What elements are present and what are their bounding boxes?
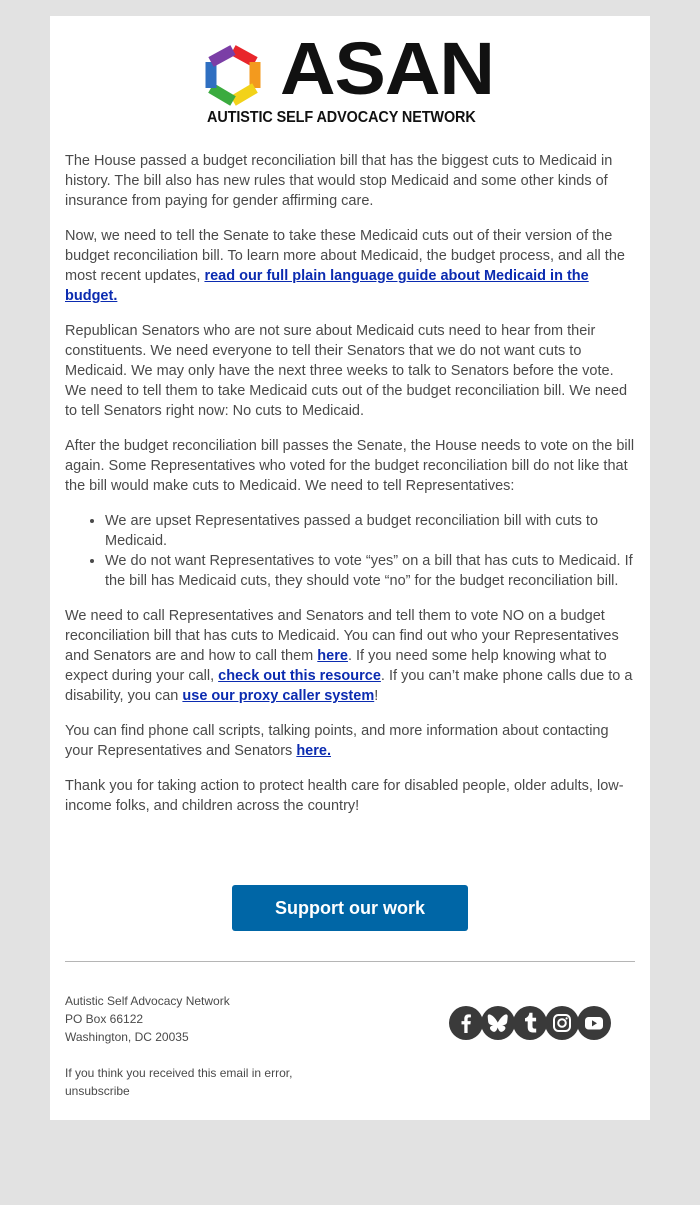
paragraph-intro: The House passed a budget reconciliation bill that has the biggest cuts to Medicaid in history. The bill also has new rules that would stop Medicaid and some other kinds of insurance from paying for gender affirming care. bbox=[65, 153, 613, 209]
tumblr-icon[interactable] bbox=[513, 1006, 547, 1040]
footer-org-name: Autistic Self Advocacy Network bbox=[65, 994, 230, 1008]
scripts-text: You can find phone call scripts, talking points, and more information about contacting your Representatives and Senators bbox=[65, 723, 609, 759]
logo-tagline: AUTISTIC SELF ADVOCACY NETWORK bbox=[207, 109, 476, 126]
paragraph-call-to-action bbox=[65, 606, 637, 706]
footer-po-box: PO Box 66122 bbox=[65, 1012, 144, 1026]
paragraph-republican-senators: Republican Senators who are not sure about Medicaid cuts need to hear from their constituents. We need everyone to tell their Senators that we do not want cuts to Medicaid. We may only have the next three weeks to talk to Senators before the vote. We need to tell them to take Medicaid cuts out of the budget reconciliation bill. We need to tell Senators right now: No cuts to Medicaid. bbox=[65, 323, 628, 419]
call-text-a: We need to call Representatives and Senators and tell them to vote NO on a budget reconciliation bill that has cuts to Medicaid. You can find out who your Representatives and Senators are and how to call them bbox=[65, 608, 619, 664]
bluesky-icon[interactable] bbox=[481, 1006, 515, 1040]
list-item: • We are upset Representatives passed a budget reconciliation bill with cuts to Medicaid. bbox=[105, 511, 637, 551]
call-resource-link[interactable]: check out this resource bbox=[218, 668, 381, 684]
medicaid-guide-link[interactable]: read our full plain language guide about Medicaid in the budget. bbox=[65, 268, 589, 304]
paragraph-thanks: Thank you for taking action to protect health care for disabled people, older adults, low-income folks, and children across the country! bbox=[65, 778, 624, 814]
call-text-b: . If you need some help knowing what to expect during your call, bbox=[65, 648, 607, 684]
call-text-d: ! bbox=[374, 688, 379, 704]
paragraph-house-vote: After the budget reconciliation bill passes the Senate, the House needs to vote on the bill again. Some Representatives who voted for the budget reconciliation bill do not like that the bill would make cuts to Medicaid. We need to tell Representatives: bbox=[65, 438, 635, 494]
paragraph-scripts bbox=[65, 721, 637, 761]
unsubscribe-link[interactable]: unsubscribe bbox=[65, 1084, 130, 1098]
footer-unsubscribe-note bbox=[65, 1064, 325, 1100]
representatives-message-list bbox=[65, 511, 637, 591]
list-item: • We do not want Representatives to vote “yes” on a bill that has cuts to Medicaid. If the bill has Medicaid cuts, they should vote “no” for the budget reconciliation bill. bbox=[105, 551, 637, 591]
rainbow-hexagon-logo-icon bbox=[200, 43, 266, 109]
scripts-link[interactable]: here. bbox=[296, 743, 331, 759]
footer-city: Washington, DC 20035 bbox=[65, 1030, 189, 1044]
youtube-icon[interactable] bbox=[577, 1006, 611, 1040]
footer-divider bbox=[65, 961, 635, 962]
email-card bbox=[50, 16, 650, 1120]
support-our-work-button[interactable]: Support our work bbox=[232, 885, 468, 931]
call-text-c: . If you can’t make phone calls due to a disability, you can bbox=[65, 668, 633, 704]
footer-error-note: If you think you received this email in error, bbox=[65, 1066, 293, 1080]
paragraph-senate-text: Now, we need to tell the Senate to take these Medicaid cuts out of their version of the budget reconciliation bill. To learn more about Medicaid, the budget process, and all the most recent updates, bbox=[65, 228, 625, 284]
find-representatives-link[interactable]: here bbox=[317, 648, 348, 664]
footer-address bbox=[65, 992, 230, 1046]
paragraph-senate bbox=[65, 226, 637, 306]
asan-logo[interactable] bbox=[200, 27, 500, 130]
logo-wordmark: ASAN bbox=[280, 27, 494, 110]
facebook-icon[interactable] bbox=[449, 1006, 483, 1040]
proxy-caller-link[interactable]: use our proxy caller system bbox=[182, 688, 375, 704]
email-body bbox=[65, 151, 637, 831]
instagram-icon[interactable] bbox=[545, 1006, 579, 1040]
